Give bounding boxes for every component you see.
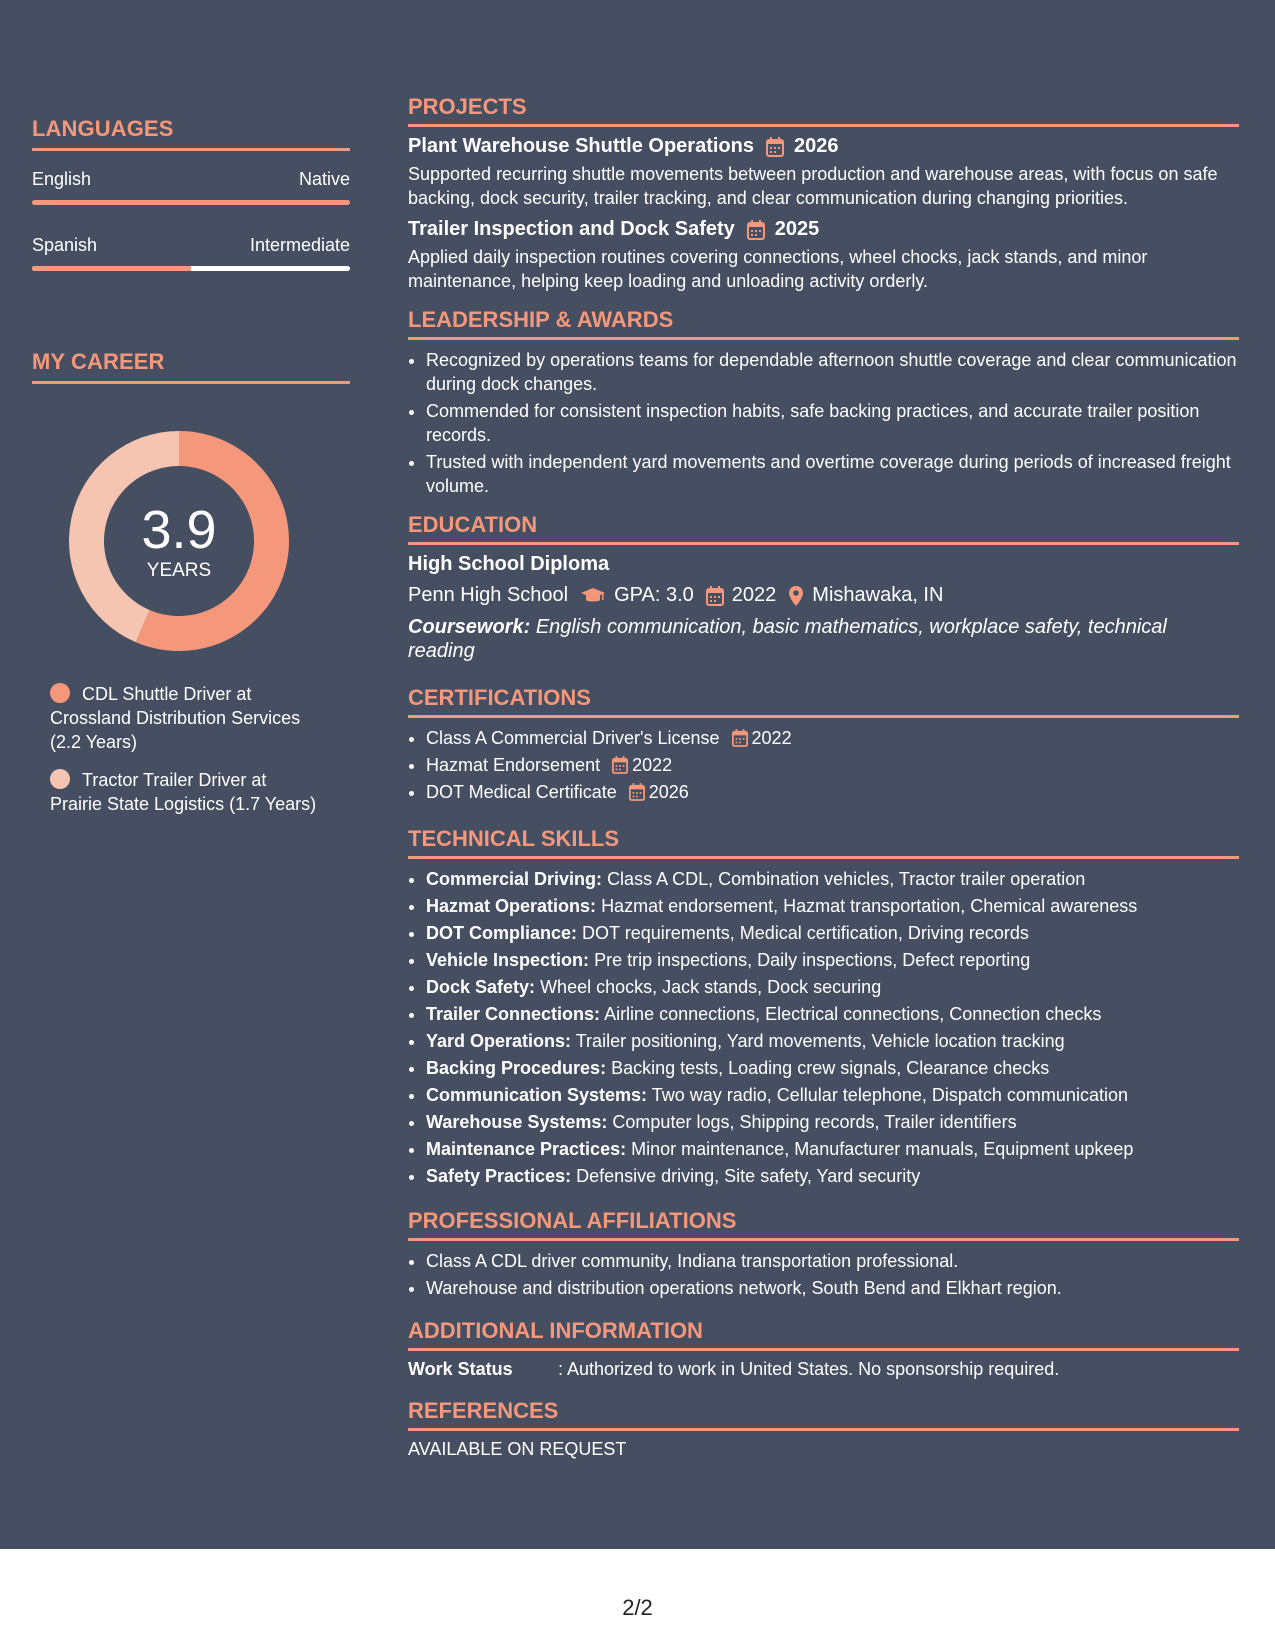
- skill-detail: Trailer positioning, Yard movements, Vehicle location tracking: [575, 1031, 1065, 1051]
- skill-item: [426, 1029, 1239, 1053]
- language-name: Spanish: [32, 235, 98, 255]
- skill-detail: Minor maintenance, Manufacturer manuals, Equipment upkeep: [631, 1139, 1134, 1159]
- skill-item: [426, 1002, 1239, 1026]
- leadership-heading: LEADERSHIP & AWARDS: [408, 307, 1239, 340]
- project-year: 2026: [793, 135, 839, 157]
- calendar-icon: [612, 756, 628, 774]
- legend-dot: [50, 769, 70, 789]
- project-year: 2025: [774, 218, 820, 240]
- references-text: AVAILABLE ON REQUEST: [408, 1439, 627, 1459]
- language-spanish: [32, 235, 350, 271]
- skill-item: [426, 1110, 1239, 1134]
- references-section: [408, 1398, 1239, 1460]
- skill-detail: Hazmat endorsement, Hazmat transportation, Chemical awareness: [601, 896, 1138, 916]
- language-proficiency-bar: [32, 266, 350, 271]
- coursework-text: English communication, basic mathematics, workplace safety, technical reading: [408, 616, 1167, 662]
- language-name: English: [32, 169, 92, 189]
- work-status-value: : Authorized to work in United States. No sponsorship required.: [558, 1359, 1060, 1379]
- skill-name: Trailer Connections:: [426, 1004, 601, 1024]
- skill-detail: Two way radio, Cellular telephone, Dispatch communication: [651, 1085, 1128, 1105]
- skill-item: [426, 1137, 1239, 1161]
- skill-item: [426, 894, 1239, 918]
- graduation-cap-icon: [580, 587, 606, 605]
- education-coursework: [408, 615, 1239, 663]
- additional-info-heading: ADDITIONAL INFORMATION: [408, 1318, 1239, 1351]
- affiliations-list: [426, 1249, 1239, 1300]
- list-item: [426, 780, 1239, 804]
- career-total-unit: YEARS: [146, 560, 212, 581]
- education-degree: High School Diploma: [408, 553, 610, 575]
- certification-name: • DOT Medical Certificate: [426, 782, 617, 802]
- list-item: [426, 753, 1239, 777]
- skill-item: [426, 948, 1239, 972]
- skill-item: [426, 1083, 1239, 1107]
- language-proficiency-fill: [32, 266, 191, 271]
- project-description: Applied daily inspection routines covering connections, wheel chocks, jack stands, and minor maintenance, helping keep loading and unloading activity orderly.: [408, 247, 1148, 291]
- language-level: Native: [298, 169, 350, 189]
- career-total-value: 3.9: [141, 500, 217, 560]
- skill-detail: Defensive driving, Site safety, Yard security: [576, 1166, 921, 1186]
- education-gpa: GPA: 3.0: [614, 584, 694, 606]
- list-item: • Commended for consistent inspection habits, safe backing practices, and accurate trailer position records.: [426, 399, 1239, 447]
- education-location: Mishawaka, IN: [812, 584, 944, 606]
- career-donut-chart: [66, 428, 292, 654]
- skill-item: [426, 975, 1239, 999]
- skill-detail: Pre trip inspections, Daily inspections, Defect reporting: [594, 950, 1031, 970]
- work-status-label: Work Status: [408, 1359, 513, 1379]
- project-title-row: [408, 218, 1239, 241]
- skill-name: DOT Compliance:: [426, 923, 578, 943]
- projects-section: [408, 94, 1239, 293]
- calendar-icon: [629, 783, 645, 801]
- education-year: 2022: [731, 584, 777, 606]
- location-pin-icon: [788, 585, 804, 607]
- right-column: [408, 94, 1239, 1474]
- skill-name: Backing Procedures:: [426, 1058, 607, 1078]
- skill-name: Commercial Driving:: [426, 869, 603, 889]
- career-job-label: Tractor Trailer Driver at Prairie State Logistics (1.7 Years): [50, 770, 317, 814]
- skill-name: Vehicle Inspection:: [426, 950, 590, 970]
- education-section: [408, 512, 1239, 663]
- references-heading: REFERENCES: [408, 1398, 1239, 1431]
- career-legend-item: [50, 682, 320, 754]
- skill-name: Hazmat Operations:: [426, 896, 597, 916]
- leadership-section: [408, 307, 1239, 498]
- skills-list: [426, 867, 1239, 1188]
- skill-item: [426, 921, 1239, 945]
- skill-detail: Class A CDL, Combination vehicles, Tractor trailer operation: [607, 869, 1086, 889]
- certification-name: • Hazmat Endorsement: [426, 755, 601, 775]
- affiliations-heading: PROFESSIONAL AFFILIATIONS: [408, 1208, 1239, 1241]
- projects-heading: PROJECTS: [408, 94, 1239, 127]
- skill-detail: DOT requirements, Medical certification, Driving records: [582, 923, 1029, 943]
- skills-heading: TECHNICAL SKILLS: [408, 826, 1239, 859]
- calendar-icon: [747, 220, 765, 240]
- skills-section: [408, 826, 1239, 1188]
- skill-item: [426, 867, 1239, 891]
- skill-name: Dock Safety:: [426, 977, 536, 997]
- certification-year: 2022: [751, 728, 792, 748]
- list-item: • Warehouse and distribution operations network, South Bend and Elkhart region.: [426, 1276, 1239, 1300]
- career-legend: [50, 682, 320, 816]
- page-number: 2/2: [622, 1595, 653, 1620]
- language-level: Intermediate: [249, 235, 350, 255]
- education-heading: EDUCATION: [408, 512, 1239, 545]
- calendar-icon: [732, 729, 748, 747]
- project-title: Trailer Inspection and Dock Safety: [408, 218, 735, 240]
- language-proficiency-fill: [32, 200, 350, 205]
- skill-detail: Backing tests, Loading crew signals, Clearance checks: [611, 1058, 1050, 1078]
- language-english: [32, 169, 350, 205]
- project-title: Plant Warehouse Shuttle Operations: [408, 135, 754, 157]
- skill-detail: Wheel chocks, Jack stands, Dock securing: [540, 977, 882, 997]
- skill-name: Maintenance Practices:: [426, 1139, 627, 1159]
- career-heading: MY CAREER: [32, 349, 350, 384]
- work-status-row: [408, 1359, 1239, 1380]
- certifications-list: [426, 726, 1239, 804]
- certifications-heading: CERTIFICATIONS: [408, 685, 1239, 718]
- education-school: Penn High School: [408, 584, 569, 606]
- skill-name: Yard Operations:: [426, 1031, 572, 1051]
- calendar-icon: [706, 586, 724, 606]
- career-legend-item: [50, 768, 320, 816]
- project-description: Supported recurring shuttle movements between production and warehouse areas, with focus on safe backing, dock security, trailer tracking, and clear communication during changing priorities.: [408, 164, 1218, 208]
- skill-name: Warehouse Systems:: [426, 1112, 608, 1132]
- list-item: • Class A CDL driver community, Indiana transportation professional.: [426, 1249, 1239, 1273]
- list-item: • Recognized by operations teams for dependable afternoon shuttle coverage and clear communication during dock changes.: [426, 348, 1239, 396]
- legend-dot: [50, 683, 70, 703]
- skill-item: [426, 1164, 1239, 1188]
- certifications-section: [408, 685, 1239, 804]
- language-proficiency-bar: [32, 200, 350, 205]
- skill-detail: Computer logs, Shipping records, Trailer identifiers: [612, 1112, 1017, 1132]
- affiliations-section: [408, 1208, 1239, 1300]
- additional-info-section: [408, 1318, 1239, 1380]
- coursework-label: Coursework:: [408, 616, 531, 638]
- certification-year: 2022: [632, 755, 673, 775]
- list-item: • Trusted with independent yard movements and overtime coverage during periods of increased freight volume.: [426, 450, 1239, 498]
- career-job-label: CDL Shuttle Driver at Crossland Distribution Services (2.2 Years): [50, 684, 301, 752]
- skill-detail: Airline connections, Electrical connections, Connection checks: [604, 1004, 1102, 1024]
- languages-heading: LANGUAGES: [32, 116, 350, 151]
- project-title-row: [408, 135, 1239, 158]
- calendar-icon: [766, 137, 784, 157]
- skill-name: Communication Systems:: [426, 1085, 648, 1105]
- skill-name: Safety Practices:: [426, 1166, 572, 1186]
- certification-year: 2026: [648, 782, 689, 802]
- leadership-list: [426, 348, 1239, 498]
- skill-item: [426, 1056, 1239, 1080]
- education-details: [408, 584, 1239, 607]
- certification-name: • Class A Commercial Driver's License: [426, 728, 720, 748]
- list-item: [426, 726, 1239, 750]
- left-column: [32, 116, 350, 830]
